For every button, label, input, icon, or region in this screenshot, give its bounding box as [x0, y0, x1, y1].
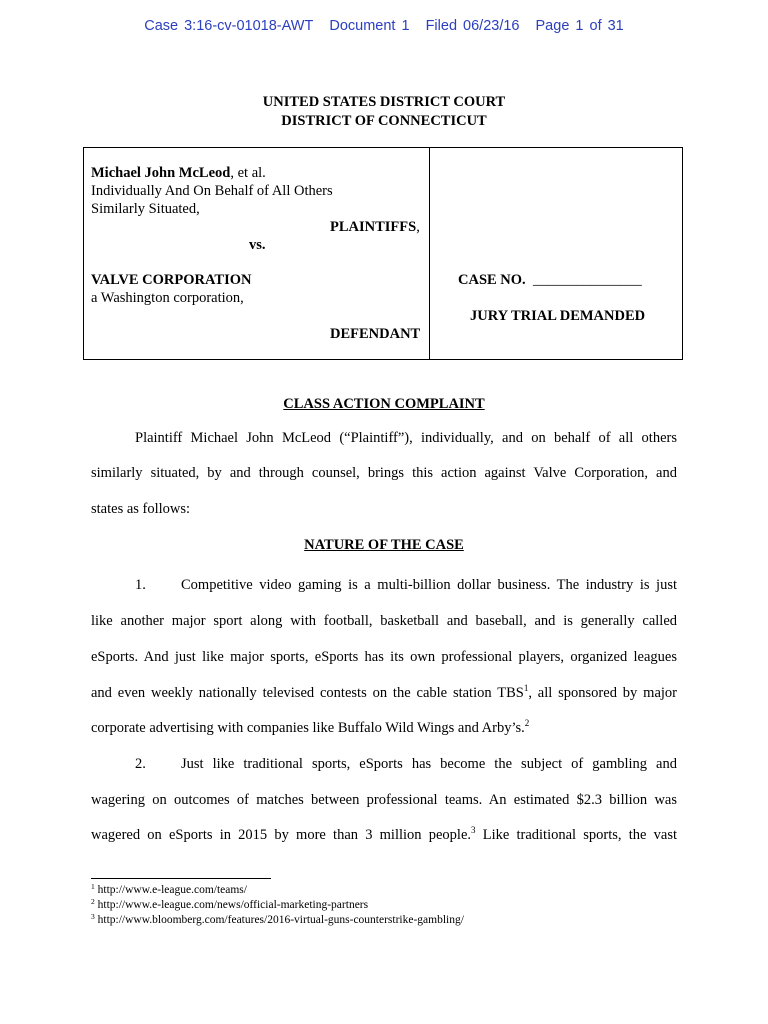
filed-date: Filed 06/23/16	[425, 18, 520, 34]
paragraph-2-number: 2.	[135, 756, 146, 772]
footnote-2-link[interactable]: http://www.e-league.com/news/official-marketing-partners	[94, 899, 369, 911]
case-no-blank: _______________	[532, 272, 642, 288]
case-header-stamp	[0, 18, 768, 34]
complaint-title: CLASS ACTION COMPLAINT	[283, 396, 485, 412]
paragraph-2-line-2: wagering on outcomes of matches between professional teams. An estimated $2.3 billion was	[91, 792, 677, 808]
plaintiff-line	[91, 165, 266, 182]
defendant-description: a Washington corporation,	[91, 290, 244, 306]
case-no-line	[458, 272, 642, 289]
page-indicator: Page 1 of 31	[535, 18, 624, 34]
paragraph-1-line-5-a: corporate advertising with companies like Buffalo Wild Wings and Arby’s.	[91, 720, 525, 736]
caption-divider	[429, 148, 430, 359]
footnote-2-number: 2	[91, 897, 95, 906]
court-heading	[0, 93, 768, 131]
footnote-ref-3: 3	[471, 825, 476, 835]
court-district: DISTRICT OF CONNECTICUT	[281, 113, 487, 129]
intro-line-1: Plaintiff Michael John McLeod (“Plaintiff”), individually, and on behalf of all others	[135, 430, 677, 446]
footnote-3-number: 3	[91, 912, 95, 921]
paragraph-1-number: 1.	[135, 577, 146, 593]
case-caption-box	[83, 147, 683, 360]
plaintiff-line-3: Similarly Situated,	[91, 201, 200, 217]
paragraph-2-line-1: Just like traditional sports, eSports has become the subject of gambling and	[181, 756, 677, 772]
paragraph-1-line-4-a: and even weekly nationally televised contests on the cable station TBS	[91, 685, 524, 701]
paragraph-2-line-3-b: Like traditional sports, the vast	[475, 827, 677, 843]
plaintiffs-label: PLAINTIFFS	[330, 219, 417, 235]
footnote-ref-1: 1	[523, 683, 529, 693]
paragraph-2-line-3	[91, 827, 677, 844]
plaintiff-line-2: Individually And On Behalf of All Others	[91, 183, 333, 199]
intro-line-3: states as follows:	[91, 501, 191, 517]
footnote-1-link[interactable]: http://www.e-league.com/teams/	[94, 884, 247, 896]
footnote-1	[91, 884, 247, 896]
versus: vs.	[249, 237, 266, 253]
plaintiffs-comma: ,	[416, 219, 420, 235]
jury-trial-demanded: JURY TRIAL DEMANDED	[470, 308, 646, 324]
case-number: Case 3:16-cv-01018-AWT	[144, 18, 314, 34]
defendant-label: DEFENDANT	[330, 326, 421, 342]
footnote-2	[91, 899, 368, 911]
plaintiff-name: Michael John McLeod	[91, 165, 231, 181]
document-number: Document 1	[329, 18, 410, 34]
defendant-name: VALVE CORPORATION	[91, 272, 252, 288]
intro-line-2: similarly situated, by and through counsel, brings this action against Valve Corporation, and	[91, 465, 677, 481]
section-title: NATURE OF THE CASE	[304, 537, 464, 553]
paragraph-1-line-5	[91, 720, 677, 737]
paragraph-1-line-4-b: , all sponsored by major	[528, 685, 677, 701]
footnote-ref-2: 2	[524, 718, 530, 728]
paragraph-1-line-4	[91, 685, 677, 702]
footnote-3-link[interactable]: http://www.bloomberg.com/features/2016-virtual-guns-counterstrike-gambling/	[94, 914, 464, 926]
plaintiffs-label-line	[330, 219, 420, 236]
case-no-label: CASE NO.	[458, 272, 526, 288]
paragraph-1-line-3: eSports. And just like major sports, eSports has its own professional players, organized leagues	[91, 649, 677, 665]
paragraph-2-line-3-a: wagered on eSports in 2015 by more than 3 million people.	[91, 827, 472, 843]
footnote-3	[91, 914, 464, 926]
paragraph-1-line-1: Competitive video gaming is a multi-billion dollar business. The industry is just	[181, 577, 677, 593]
footnote-1-number: 1	[91, 882, 95, 891]
footnote-divider	[91, 878, 271, 879]
paragraph-1-line-2: like another major sport along with football, basketball and baseball, and is generally called	[91, 613, 677, 629]
plaintiff-suffix: , et al.	[230, 165, 266, 181]
court-name: UNITED STATES DISTRICT COURT	[262, 94, 506, 110]
